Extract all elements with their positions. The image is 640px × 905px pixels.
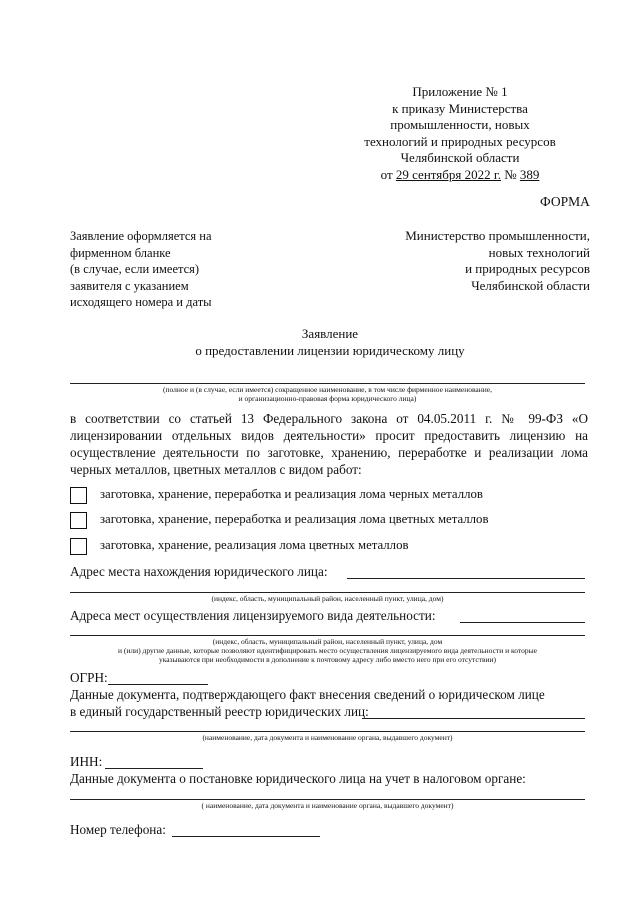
option-label: заготовка, хранение, переработка и реализация лома черных металлов bbox=[100, 487, 483, 501]
appendix-header bbox=[340, 84, 580, 183]
ogrn-doc-hint: (наименование, дата документа и наименование органа, выдавшего документ) bbox=[202, 733, 453, 742]
inn-doc-field[interactable] bbox=[70, 799, 585, 800]
letterhead-note bbox=[70, 228, 290, 311]
note-line: фирменном бланке bbox=[70, 245, 171, 260]
checkbox[interactable] bbox=[70, 538, 87, 555]
applicant-name-hint bbox=[70, 385, 585, 403]
inn-doc-text: Данные документа о постановке юридического лица на учет в налоговом органе: bbox=[70, 771, 526, 786]
inn-doc-hint: ( наименование, дата документа и наименование органа, выдавшего документ) bbox=[201, 801, 454, 810]
note-line: исходящего номера и даты bbox=[70, 295, 212, 309]
activity-address-field-2[interactable] bbox=[70, 635, 585, 636]
phone-field[interactable] bbox=[172, 836, 320, 837]
note-line: Заявление оформляется на bbox=[70, 229, 212, 243]
appendix-line: к приказу Министерства bbox=[392, 100, 528, 116]
ogrn-label: ОГРН: bbox=[70, 670, 108, 685]
hint-line: (индекс, область, муниципальный район, населенный пункт, улица, дом bbox=[212, 637, 443, 646]
hint-line: указываются при необходимости в дополнение к почтовому адресу либо вместо него при его отсутствии) bbox=[158, 655, 497, 664]
hint-line: и (или) другие данные, которые позволяют идентифицировать место осуществления лицензируемого вида деятельности и которые bbox=[118, 646, 537, 655]
legal-address-hint: (индекс, область, муниципальный район, населенный пункт, улица, дом) bbox=[211, 594, 444, 603]
title-subtitle: о предоставлении лицензии юридическому лицу bbox=[195, 343, 465, 358]
number-prefix: № bbox=[500, 166, 520, 182]
legal-address-label: Адрес места нахождения юридического лица: bbox=[70, 564, 328, 579]
phone-label: Номер телефона: bbox=[70, 822, 166, 837]
work-type-option[interactable] bbox=[70, 487, 590, 507]
ogrn-doc-text: Данные документа, подтверждающего факт внесения сведений о юридическом лице bbox=[70, 687, 545, 702]
addressee bbox=[360, 228, 590, 294]
option-label: заготовка, хранение, переработка и реализация лома цветных металлов bbox=[100, 512, 489, 526]
ogrn-field[interactable] bbox=[108, 684, 208, 685]
ogrn-doc-field[interactable] bbox=[362, 718, 585, 719]
option-label: заготовка, хранение, реализация лома цветных металлов bbox=[100, 538, 409, 552]
appendix-date-line bbox=[340, 167, 580, 184]
work-type-option[interactable] bbox=[70, 538, 590, 558]
ogrn-doc-text-2: в единый государственный реестр юридических лиц: bbox=[70, 704, 369, 719]
inn-label: ИНН: bbox=[70, 754, 103, 769]
work-type-option[interactable] bbox=[70, 512, 590, 532]
addressee-line: новых технологий bbox=[488, 244, 590, 260]
legal-address-field[interactable] bbox=[347, 578, 585, 579]
order-number: 389 bbox=[519, 166, 540, 182]
note-line: заявителя с указанием bbox=[70, 278, 189, 293]
checkbox[interactable] bbox=[70, 512, 87, 529]
appendix-line: Челябинской области bbox=[400, 150, 520, 165]
inn-field[interactable] bbox=[105, 768, 203, 769]
request-text: в соответствии со статьей 13 Федерального закона от 04.05.2011 г. № 99-ФЗ «О лицензировании отдельных видов деятельности» просит предоставить лицензию на осуществление деятельности по заготовке, хранению, переработке и реализации лома черных металлов, цветных металлов с видом работ: bbox=[70, 411, 588, 477]
document-title bbox=[70, 325, 590, 359]
appendix-line: технологий и природных ресурсов bbox=[364, 133, 556, 149]
form-label: ФОРМА bbox=[540, 194, 590, 209]
ogrn-doc-field-2[interactable] bbox=[70, 731, 585, 732]
addressee-line: Министерство промышленности, bbox=[405, 228, 590, 243]
date-prefix: от bbox=[380, 166, 396, 182]
hint-line: и организационно-правовая форма юридического лица) bbox=[238, 394, 417, 403]
activity-address-label: Адреса мест осуществления лицензируемого вида деятельности: bbox=[70, 608, 436, 623]
title-line: Заявление bbox=[301, 326, 359, 341]
activity-address-field[interactable] bbox=[460, 622, 585, 623]
note-line: (в случае, если имеется) bbox=[70, 262, 200, 276]
order-date: 29 сентября 2022 г. bbox=[395, 166, 501, 182]
legal-address-field-2[interactable] bbox=[70, 592, 585, 593]
appendix-line: промышленности, новых bbox=[390, 117, 530, 132]
applicant-name-field[interactable] bbox=[70, 383, 585, 384]
checkbox[interactable] bbox=[70, 487, 87, 504]
activity-address-hint bbox=[70, 637, 585, 664]
appendix-line: Приложение № 1 bbox=[412, 84, 508, 99]
addressee-line: и природных ресурсов bbox=[465, 261, 590, 276]
addressee-line: Челябинской области bbox=[471, 277, 590, 293]
hint-line: (полное и (в случае, если имеется) сокращенное наименование, в том числе фирменное наименование, bbox=[163, 385, 492, 394]
